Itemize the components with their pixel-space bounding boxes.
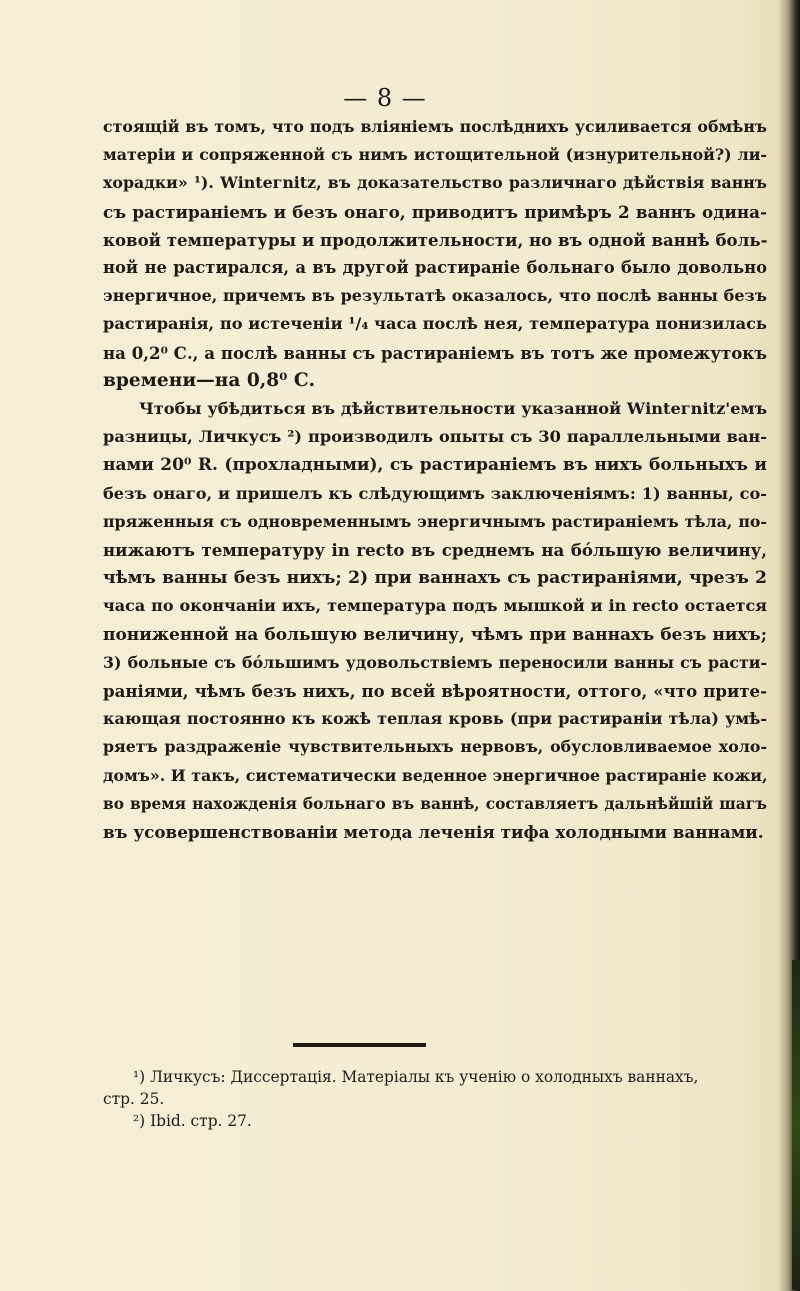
text-line: домъ». И такъ, систематически веденное энергичное растираніе кожи,	[103, 765, 768, 785]
text-line: нижаютъ температуру in recto въ среднемъ на бóльшую величину,	[103, 540, 767, 561]
footnote-line: ¹) Личкусъ: Диссертація. Матеріалы къ ученію о холодныхъ ваннахъ,	[133, 1068, 699, 1086]
text-line: раніями, чѣмъ безъ нихъ, по всей вѣроятности, оттого, «что прите-	[103, 681, 767, 702]
text-line: ряетъ раздраженіе чувствительныхъ нервовъ, обусловливаемое холо-	[103, 737, 767, 757]
footnote-separator	[293, 1043, 426, 1047]
footnotes	[103, 1066, 767, 1132]
binding-strip	[792, 960, 800, 1290]
text-line: матеріи и сопряженной съ нимъ истощительной (изнурительной?) ли-	[103, 145, 767, 165]
text-line: кающая постоянно къ кожѣ теплая кровь (при растираніи тѣла) умѣ-	[103, 709, 767, 729]
text-line: пониженной на большую величину, чѣмъ при ваннахъ безъ нихъ;	[103, 624, 767, 645]
text-line: пряженныя съ одновременнымъ энергичнымъ растираніемъ тѣла, по-	[103, 511, 767, 531]
text-line: во время нахожденія больнаго въ ваннѣ, составляетъ дальнѣйшій шагъ	[103, 794, 767, 813]
footnote-line: стр. 25.	[103, 1090, 165, 1108]
text-line: безъ онаго, и пришелъ къ слѣдующимъ заключеніямъ: 1) ванны, со-	[103, 483, 767, 503]
text-line: съ растираніемъ и безъ онаго, приводитъ примѣръ 2 ваннъ одина-	[103, 201, 767, 222]
text-line: разницы, Личкусъ ²) производилъ опыты съ 30 параллельными ван-	[103, 427, 767, 447]
text-line: въ усовершенствованіи метода леченія тифа холодными ваннами.	[103, 822, 764, 843]
text-line: времени—на 0,8⁰ С.	[103, 369, 316, 391]
text-line: растиранія, по истеченіи ¹/₄ часа послѣ нея, температура понизилась	[103, 314, 767, 334]
page-number: — 8 —	[343, 84, 427, 112]
text-line: на 0,2⁰ С., а послѣ ванны съ растираніемъ въ тотъ же промежутокъ	[103, 342, 767, 363]
text-line: стоящій въ томъ, что подъ вліяніемъ послѣднихъ усиливается обмѣнъ	[103, 117, 767, 136]
text-line: нами 20⁰ R. (прохладными), съ растираніемъ въ нихъ больныхъ и	[103, 455, 767, 476]
text-line: энергичное, причемъ въ результатѣ оказалось, что послѣ ванны безъ	[103, 286, 767, 306]
text-line: ной не растирался, а въ другой растираніе больнаго было довольно	[103, 258, 767, 278]
text-line: хорадки» ¹). Wіntегnіtz, въ доказательство различнаго дѣйствія ваннъ	[103, 173, 767, 193]
text-line: 3) больные съ бóльшимъ удовольствіемъ переносили ванны съ расти-	[103, 652, 767, 672]
footnote-line: ²) Ibid. стр. 27.	[133, 1112, 252, 1130]
text-line: часа по окончаніи ихъ, температура подъ мышкой и in recto остается	[103, 596, 767, 616]
text-line: ковой температуры и продолжительности, но въ одной ваннѣ боль-	[103, 229, 768, 250]
body-text	[103, 113, 767, 846]
text-line: чѣмъ ванны безъ нихъ; 2) при ваннахъ съ растираніями, чрезъ 2	[103, 568, 767, 589]
text-line: Чтобы убѣдиться въ дѣйствительности указанной Wіntегnіtz'емъ	[139, 399, 767, 419]
